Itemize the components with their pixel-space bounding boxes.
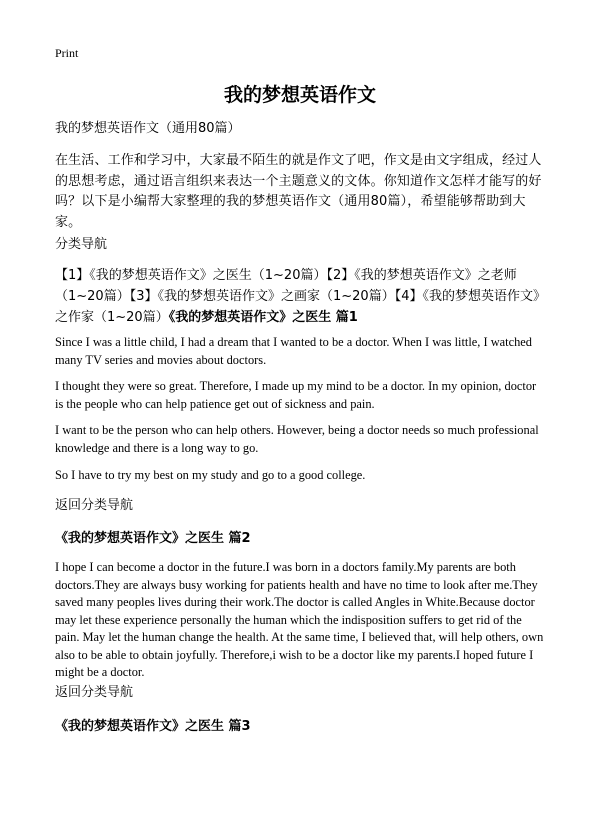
section-heading-2: 《我的梦想英语作文》之医生 篇2 [55, 531, 251, 546]
print-link[interactable]: Print [55, 46, 79, 60]
section-heading-3: 《我的梦想英语作文》之医生 篇3 [55, 719, 251, 734]
doc-subtitle: 我的梦想英语作文（通用80篇） [55, 121, 241, 136]
section1-paragraph-4: So I have to try my best on my study and go to a good college. [55, 468, 366, 482]
section1-paragraph-2: I thought they were so great. Therefore, I made up my mind to be a doctor. In my opinion, doctor is the people who can help patience get out of sickness and pain. [55, 379, 537, 411]
category-nav [55, 265, 545, 328]
back-to-nav-link-2[interactable]: 返回分类导航 [55, 685, 134, 700]
nav-link-writer[interactable]: 【4】《我的梦想英语作文》之作家（1~20篇） [55, 289, 540, 325]
section-heading-1: 《我的梦想英语作文》之医生 篇1 [168, 310, 358, 325]
nav-link-teacher[interactable]: 【2】《我的梦想英语作文》之老师（1~20篇） [55, 268, 517, 304]
section2-paragraph: I hope I can become a doctor in the future.I was born in a doctors family.My parents are both doctors.They are always busy working for patients health and have no time to look after me.They saved many peoples lives during their work.The doctor is called Angles in White.Because doctor may let these experience personally the human which the indisposition suffers to get rid of the pain. May let the human change the health. At the same time, I believed that, will help others, own also to be able to obtain joyfully. Therefore,i wish to be a doctor like my parents.I hoped future I might be a doctor. [55, 560, 544, 679]
page-title: 我的梦想英语作文 [223, 84, 376, 106]
nav-label: 分类导航 [55, 237, 108, 252]
section1-paragraph-3: I want to be the person who can help others. However, being a doctor needs so much professional knowledge and there is a long way to go. [55, 423, 539, 455]
section1-paragraph-1: Since I was a little child, I had a dream that I wanted to be a doctor. When I was little, I watched many TV series and movies about doctors. [55, 335, 532, 367]
nav-link-painter[interactable]: 【3】《我的梦想英语作文》之画家（1~20篇） [129, 289, 395, 304]
back-to-nav-link-1[interactable]: 返回分类导航 [55, 498, 134, 513]
nav-link-doctor[interactable]: 【1】《我的梦想英语作文》之医生（1~20篇） [55, 268, 327, 283]
intro-paragraph: 在生活、工作和学习中，大家最不陌生的就是作文了吧，作文是由文字组成，经过人的思想考虑，通过语言组织来表达一个主题意义的文体。你知道作文怎样才能写的好吗？以下是小编帮大家整理的我的梦想英语作文（通用80篇），希望能够帮助到大家。 [55, 153, 542, 230]
